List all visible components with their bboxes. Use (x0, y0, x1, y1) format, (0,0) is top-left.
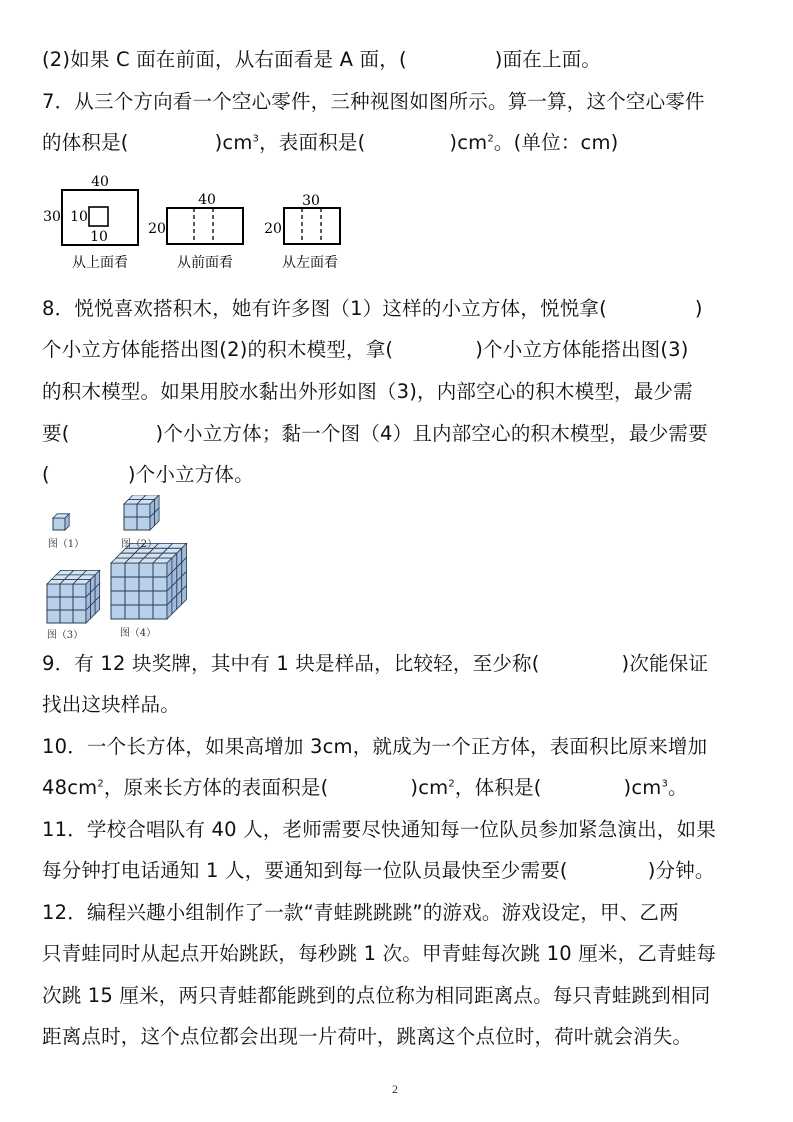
figure-1-cube (53, 514, 69, 530)
question-text: 每分钟打电话通知 1 人，要通知到每一位队员最快至少需要( (42, 859, 568, 882)
question-12-line-2: 只青蛙同时从起点开始跳跃，每秒跳 1 次。甲青蛙每次跳 10 厘米，乙青蛙每 (42, 942, 717, 965)
question-text: )次能保证 (621, 652, 709, 675)
figure-caption: 图（2） (120, 539, 158, 550)
cube-front-cell (47, 610, 60, 623)
question-text: 。(单位：cm) (493, 131, 619, 154)
cube-front-cell (137, 504, 150, 517)
question-text: )个小立方体；黏一个图（4）且内部空心的积木模型，最少需要 (155, 422, 708, 445)
question-text: ，原来长方体的表面积是( (103, 776, 329, 799)
cube-front-cell (153, 577, 167, 591)
cube-front-cell (111, 591, 125, 605)
question-8-line-5 (42, 463, 254, 487)
question-text: )分钟。 (647, 859, 715, 882)
cube-front-cell (73, 584, 86, 597)
cube-front-cell (137, 517, 150, 530)
question-10-line-1: 10．一个长方体，如果高增加 3cm，就成为一个正方体，表面积比原来增加 (42, 735, 708, 758)
cube-front-cell (153, 563, 167, 577)
cube-front-cell (73, 597, 86, 610)
question-text: 的体积是( (42, 131, 129, 154)
cube-front-cell (153, 591, 167, 605)
question-text: 个小立方体能搭出图(2)的积木模型，拿( (42, 338, 394, 361)
question-10-line-2 (42, 776, 688, 800)
cube-front-cell (125, 605, 139, 619)
question-6-2 (42, 48, 601, 72)
dimension-label: 20 (148, 221, 166, 237)
cube-front-cell (73, 610, 86, 623)
left-view-outline (284, 208, 340, 244)
unit-text: )cm (410, 776, 449, 799)
cube-front-cell (125, 591, 139, 605)
unit-text: )cm (214, 131, 253, 154)
question-12-line-1: 12．编程兴趣小组制作了一款“青蛙跳跳跳”的游戏。游戏设定，甲、乙两 (42, 901, 679, 924)
dimension-label: 40 (198, 192, 216, 208)
figure-2-cube (124, 495, 159, 530)
cube-front-cell (60, 597, 73, 610)
dimension-label: 30 (43, 209, 61, 225)
question-text: )个小立方体能搭出图(3) (475, 338, 689, 361)
unit-text: )cm (623, 776, 662, 799)
question-text: 要( (42, 422, 70, 445)
superscript: 2 (448, 778, 455, 790)
top-view (43, 174, 138, 271)
cube-front-cell (124, 504, 137, 517)
dimension-label: 10 (90, 229, 108, 245)
cube-front-cell (111, 563, 125, 577)
dimension-label: 20 (264, 221, 282, 237)
question-text: ( (42, 463, 50, 486)
figure-caption: 图（4） (119, 628, 157, 639)
cube-front-cell (139, 605, 153, 619)
dimension-label: 10 (70, 209, 88, 225)
question-text: (2)如果 C 面在前面，从右面看是 A 面，( (42, 48, 407, 71)
dimension-label: 30 (302, 193, 320, 209)
question-text: ，表面积是( (259, 131, 366, 154)
question-8-line-2 (42, 338, 689, 362)
cube-front-cell (139, 563, 153, 577)
question-text: 8．悦悦喜欢搭积木，她有许多图（1）这样的小立方体，悦悦拿( (42, 297, 607, 320)
superscript: 3 (252, 133, 260, 145)
dimension-label: 40 (91, 174, 109, 190)
cube-front-cell (111, 605, 125, 619)
cube-front-cell (125, 577, 139, 591)
cube-front-cell (60, 584, 73, 597)
front-view (148, 192, 243, 271)
three-views-figure (0, 160, 360, 275)
superscript: 3 (661, 778, 669, 790)
unit-text: )cm (449, 131, 488, 154)
question-11-line-2 (42, 859, 715, 883)
question-text: 。 (668, 776, 688, 799)
view-caption: 从上面看 (72, 255, 128, 271)
cube-front-cell (153, 605, 167, 619)
superscript: 2 (487, 133, 494, 145)
view-caption: 从前面看 (177, 255, 233, 271)
cube-front-cell (139, 591, 153, 605)
cube-front-cell (47, 584, 60, 597)
question-text: ，体积是( (454, 776, 542, 799)
question-12-line-4: 距离点时，这个点位都会出现一片荷叶，跳离这个点位时，荷叶就会消失。 (42, 1025, 693, 1048)
question-8-line-1 (42, 297, 703, 321)
cube-front-cell (125, 563, 139, 577)
question-12-line-3: 次跳 15 厘米，两只青蛙都能跳到的点位称为相同距离点。每只青蛙跳到相同 (42, 984, 711, 1007)
figure-caption: 图（1） (47, 539, 85, 550)
question-7-line-1: 7．从三个方向看一个空心零件，三种视图如图所示。算一算，这个空心零件 (42, 90, 705, 113)
question-11-line-1: 11．学校合唱队有 40 人，老师需要尽快通知每一位队员参加紧急演出，如果 (42, 818, 716, 841)
figure-caption: 图（3） (46, 630, 84, 641)
cube-front-cell (60, 610, 73, 623)
cube-figures (0, 495, 200, 645)
question-text: ) (694, 297, 703, 320)
cube-front-cell (47, 597, 60, 610)
question-8-line-3: 的积木模型。如果用胶水黏出外形如图（3)，内部空心的积木模型，最少需 (42, 380, 693, 403)
question-8-line-4 (42, 422, 708, 446)
superscript: 2 (97, 778, 104, 790)
view-caption: 从左面看 (282, 255, 338, 271)
figure-3-cube (47, 570, 100, 623)
cube-front-cell (124, 517, 137, 530)
question-text: 9．有 12 块奖牌，其中有 1 块是样品，比较轻，至少称( (42, 652, 540, 675)
page-number: 2 (392, 1082, 398, 1096)
question-9-line-1 (42, 652, 708, 676)
question-7-line-2 (42, 131, 618, 155)
cube-front-cell (139, 577, 153, 591)
cube-front-cell (53, 518, 65, 530)
question-9-line-2: 找出这块样品。 (42, 693, 180, 716)
left-view (264, 193, 340, 271)
cube-front-cell (111, 577, 125, 591)
figure-4-cube (111, 543, 187, 619)
question-text: 48cm (42, 776, 98, 799)
front-view-outline (167, 208, 243, 244)
top-view-hole (89, 207, 108, 226)
question-text: )个小立方体。 (127, 463, 254, 486)
question-text: )面在上面。 (494, 48, 602, 71)
